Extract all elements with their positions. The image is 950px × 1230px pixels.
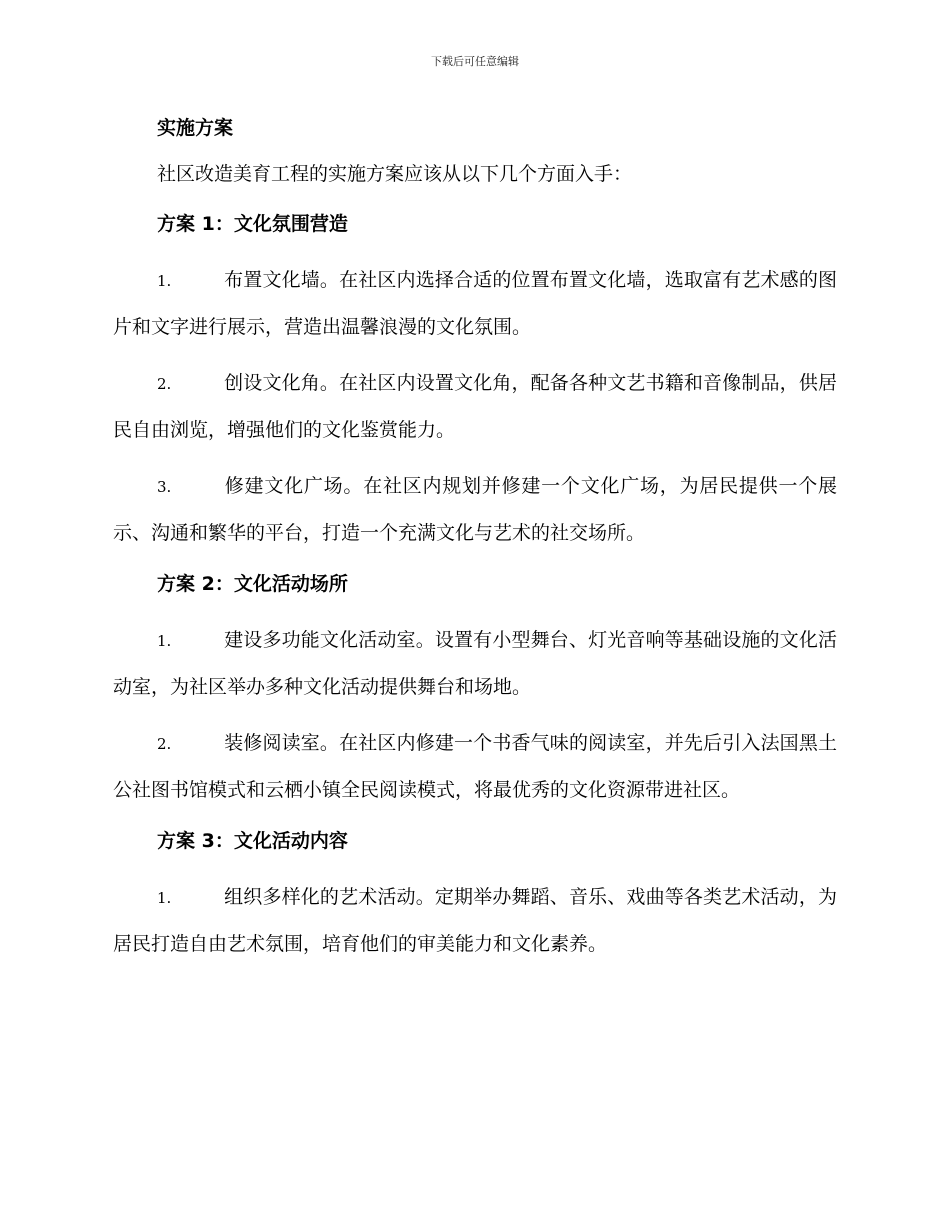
item-text: 布置文化墙。在社区内选择合适的位置布置文化墙，选取富有艺术感的图片和文字进行展示，营造出温馨浪漫的文化氛围。 bbox=[113, 269, 837, 338]
section-heading-2: 方案 2：文化活动场所 bbox=[157, 573, 348, 595]
item-text: 组织多样化的艺术活动。定期举办舞蹈、音乐、戏曲等各类艺术活动，为居民打造自由艺术氛围，培育他们的审美能力和文化素养。 bbox=[113, 886, 837, 955]
item-number: 3. bbox=[157, 478, 172, 496]
list-item bbox=[113, 617, 837, 710]
list-item bbox=[113, 360, 837, 453]
item-text: 修建文化广场。在社区内规划并修建一个文化广场，为居民提供一个展示、沟通和繁华的平台，打造一个充满文化与艺术的社交场所。 bbox=[113, 475, 837, 544]
item-number: 2. bbox=[157, 375, 172, 393]
item-text: 建设多功能文化活动室。设置有小型舞台、灯光音响等基础设施的文化活动室，为社区举办多种文化活动提供舞台和场地。 bbox=[113, 629, 837, 698]
item-text: 装修阅读室。在社区内修建一个书香气味的阅读室，并先后引入法国黑土公社图书馆模式和云栖小镇全民阅读模式，将最优秀的文化资源带进社区。 bbox=[113, 732, 837, 801]
intro-paragraph: 社区改造美育工程的实施方案应该从以下几个方面入手： bbox=[157, 163, 633, 185]
list-item bbox=[113, 463, 837, 556]
item-number: 1. bbox=[157, 632, 172, 650]
item-number: 1. bbox=[157, 272, 172, 290]
section-heading-3: 方案 3：文化活动内容 bbox=[157, 830, 348, 852]
item-number: 2. bbox=[157, 735, 172, 753]
list-item bbox=[113, 257, 837, 350]
item-number: 1. bbox=[157, 889, 172, 907]
list-item bbox=[113, 720, 837, 813]
section-heading-1: 方案 1：文化氛围营造 bbox=[157, 213, 348, 235]
list-item bbox=[113, 874, 837, 967]
item-text: 创设文化角。在社区内设置文化角，配备各种文艺书籍和音像制品，供居民自由浏览，增强他们的文化鉴赏能力。 bbox=[113, 372, 837, 441]
document-body bbox=[113, 110, 837, 977]
document-title: 实施方案 bbox=[157, 117, 234, 139]
page-header-note: 下载后可任意编辑 bbox=[431, 55, 519, 68]
